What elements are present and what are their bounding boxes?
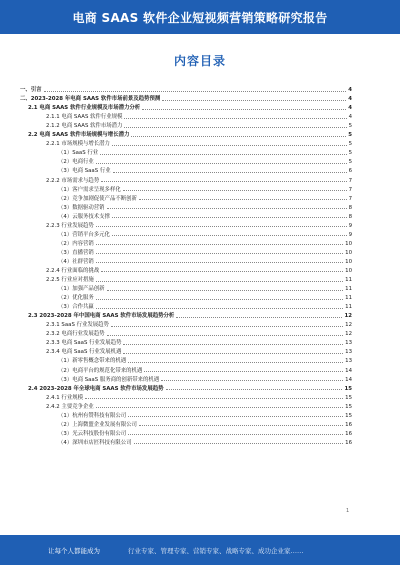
toc-entry-page: 13 (345, 358, 352, 365)
toc-entry-label: （4）社群营销 (58, 258, 94, 265)
toc-entry-label: 2.2.1 市场规模与增长潜力 (46, 141, 110, 148)
toc-entry[interactable] (20, 374, 352, 383)
toc-dot-leader (96, 163, 347, 164)
toc-entry-label: （4）深圳市店匠科技有限公司 (58, 439, 132, 446)
toc-entry[interactable] (20, 310, 352, 319)
toc-entry[interactable] (20, 410, 352, 419)
toc-entry-page: 5 (348, 159, 352, 166)
toc-entry-page: 10 (345, 267, 352, 274)
toc-dot-leader (112, 145, 347, 146)
toc-entry[interactable] (20, 292, 352, 301)
toc-dot-leader (107, 208, 347, 209)
toc-entry[interactable] (20, 346, 352, 355)
toc-dot-leader (123, 190, 347, 191)
toc-entry-page: 13 (345, 349, 352, 356)
toc-entry[interactable] (20, 392, 352, 401)
toc-dot-leader (139, 199, 347, 200)
toc-dot-leader (131, 136, 346, 137)
toc-entry-label: 2.4.2 主要竞争企业 (46, 403, 94, 410)
toc-entry-page: 4 (348, 114, 352, 121)
toc-entry-label: 2.1 电商 SAAS 软件行业规模及市场潜力分析 (28, 105, 141, 112)
footer-bar (0, 535, 400, 565)
toc-entry[interactable] (20, 102, 352, 111)
toc-heading: 内容目录 (173, 54, 226, 68)
toc-entry-page: 7 (348, 186, 352, 193)
toc-entry-label: 2.2 电商 SAAS 软件市场规模与增长潜力 (28, 132, 130, 139)
toc-entry[interactable] (20, 383, 352, 392)
toc-entry-page: 14 (345, 367, 352, 374)
toc-entry[interactable] (20, 401, 352, 410)
toc-entry-label: 2.3.1 SaaS 行业发展趋势 (46, 322, 109, 329)
toc-entry[interactable] (20, 328, 352, 337)
toc-entry-label: 2.1.1 电商 SAAS 软件行业规模 (46, 114, 123, 121)
toc-entry-page: 15 (345, 403, 352, 410)
toc-dot-leader (96, 226, 347, 227)
toc-entry-page: 7 (348, 177, 352, 184)
toc-dot-leader (107, 290, 344, 291)
toc-entry-page: 5 (348, 123, 352, 130)
toc-entry-page: 11 (345, 286, 352, 293)
toc-entry-label: 2.4 2023-2028 年全球电商 SAAS 软件市场发展趋势 (28, 385, 164, 392)
toc-entry-page: 11 (345, 277, 352, 284)
toc-dot-leader (128, 434, 343, 435)
toc-entry-page: 6 (348, 168, 352, 175)
toc-entry[interactable] (20, 238, 352, 247)
toc-dot-leader (96, 244, 343, 245)
toc-dot-leader (124, 127, 346, 128)
toc-entry-page: 12 (344, 313, 352, 320)
toc-entry[interactable] (20, 111, 352, 120)
toc-entry[interactable] (20, 120, 352, 129)
toc-dot-leader (166, 389, 343, 390)
toc-entry-label: （2）上海微盟企业发展有限公司 (58, 421, 137, 428)
toc-entry[interactable] (20, 419, 352, 428)
toc-entry-page: 9 (348, 222, 352, 229)
table-of-contents (20, 84, 352, 446)
toc-entry-page: 9 (348, 231, 352, 238)
toc-entry-label: （1）加强产品创新 (58, 286, 105, 293)
toc-entry-page: 16 (345, 439, 352, 446)
toc-entry-page: 4 (348, 87, 352, 94)
toc-entry-page: 12 (345, 322, 352, 329)
toc-entry[interactable] (20, 229, 352, 238)
toc-entry-page: 10 (345, 240, 352, 247)
toc-entry[interactable] (20, 193, 352, 202)
toc-entry-page: 16 (345, 421, 352, 428)
toc-entry-label: （3）数据驱动营销 (58, 204, 105, 211)
footer-slogan-left: 让每个人都能成为 (48, 546, 100, 555)
toc-entry-label: （2）竞争加剧促使产品不断创新 (58, 195, 137, 202)
toc-entry[interactable] (20, 283, 352, 292)
toc-entry-label: 2.3.2 电商行业发展趋势 (46, 331, 105, 338)
toc-entry[interactable] (20, 129, 352, 138)
toc-dot-leader (162, 100, 346, 101)
toc-entry-page: 14 (345, 376, 352, 383)
toc-entry[interactable] (20, 256, 352, 265)
toc-dot-leader (96, 281, 343, 282)
toc-entry[interactable] (20, 247, 352, 256)
toc-dot-leader (96, 407, 343, 408)
toc-entry-label: 2.1.2 电商 SAAS 软件市场潜力 (46, 123, 123, 130)
toc-dot-leader (124, 118, 346, 119)
toc-dot-leader (96, 299, 343, 300)
toc-entry[interactable] (20, 174, 352, 183)
toc-entry-label: （3）直播营销 (58, 249, 94, 256)
toc-entry-page: 5 (348, 132, 352, 139)
toc-dot-leader (107, 335, 344, 336)
toc-entry[interactable] (20, 156, 352, 165)
toc-dot-leader (139, 425, 343, 426)
toc-entry-label: （2）电商行业 (58, 159, 94, 166)
toc-entry[interactable] (20, 319, 352, 328)
toc-dot-leader (123, 344, 343, 345)
toc-entry-page: 8 (348, 204, 352, 211)
toc-dot-leader (142, 109, 346, 110)
toc-entry-label: （2）优化服务 (58, 295, 94, 302)
toc-dot-leader (100, 154, 346, 155)
toc-entry-label: 2.2.5 行业应对措施 (46, 277, 94, 284)
toc-entry-page: 10 (345, 258, 352, 265)
toc-entry-page: 12 (345, 331, 352, 338)
toc-dot-leader (134, 443, 344, 444)
toc-entry-label: （1）杭州有赞科技有限公司 (58, 412, 127, 419)
toc-entry-page: 15 (345, 394, 352, 401)
toc-entry-label: （4）云服务技术支撑 (58, 213, 110, 220)
toc-entry-page: 11 (345, 304, 352, 311)
toc-entry-label: （3）合作共赢 (58, 304, 94, 311)
toc-dot-leader (96, 308, 343, 309)
toc-entry[interactable] (20, 138, 352, 147)
toc-entry-page: 4 (348, 105, 352, 112)
toc-entry[interactable] (20, 274, 352, 283)
toc-entry-page: 13 (345, 340, 352, 347)
toc-entry[interactable] (20, 437, 352, 446)
toc-dot-leader (85, 398, 343, 399)
toc-entry[interactable] (20, 184, 352, 193)
toc-entry[interactable] (20, 202, 352, 211)
toc-dot-leader (101, 181, 346, 182)
toc-entry-label: （2）电商平台的规范化带来的机遇 (58, 367, 143, 374)
toc-dot-leader (101, 271, 343, 272)
toc-entry[interactable] (20, 220, 352, 229)
toc-entry-page: 16 (345, 430, 352, 437)
toc-entry-label: 二、2023-2028 年电商 SAAS 软件市场前景及趋势预测 (20, 96, 161, 103)
toc-entry-label: 一、引言 (20, 87, 42, 94)
toc-entry-label: 2.3.4 电商 SaaS 行业发展机遇 (46, 349, 122, 356)
toc-dot-leader (144, 371, 343, 372)
toc-entry[interactable] (20, 211, 352, 220)
footer-slogan-right: 行业专家、管理专家、营销专家、战略专家、成功企业家…… (128, 546, 304, 555)
toc-entry-page: 10 (345, 249, 352, 256)
toc-entry[interactable] (20, 93, 352, 102)
toc-entry-label: （3）电商 SaaS 服务商的创新带来的机遇 (58, 376, 160, 383)
header-bar (0, 0, 400, 34)
page-number: 1 (346, 508, 350, 514)
toc-entry[interactable] (20, 428, 352, 437)
toc-dot-leader (96, 253, 343, 254)
toc-entry-page: 8 (348, 213, 352, 220)
toc-entry-label: （3）光云科技股份有限公司 (58, 430, 127, 437)
toc-entry-label: 2.2.2 市场需求与趋势 (46, 177, 100, 184)
toc-entry[interactable] (20, 355, 352, 364)
toc-entry-page: 15 (345, 412, 352, 419)
toc-entry-label: 2.3.3 电商 SaaS 行业发展趋势 (46, 340, 122, 347)
toc-dot-leader (112, 235, 347, 236)
toc-entry-page: 15 (344, 385, 352, 392)
toc-dot-leader (113, 172, 347, 173)
toc-dot-leader (161, 380, 343, 381)
toc-dot-leader (176, 317, 342, 318)
toc-entry-page: 11 (345, 295, 352, 302)
toc-entry[interactable] (20, 84, 352, 93)
toc-dot-leader (128, 416, 343, 417)
toc-dot-leader (44, 91, 347, 92)
toc-entry-label: （1）营销平台多元化 (58, 231, 110, 238)
toc-entry[interactable] (20, 364, 352, 373)
report-title: 电商 SAAS 软件企业短视频营销策略研究报告 (72, 10, 328, 25)
toc-dot-leader (123, 353, 343, 354)
toc-entry-label: （1）客户需求呈现多样化 (58, 186, 121, 193)
toc-entry-label: （3）电商 SaaS 行业 (58, 168, 111, 175)
toc-entry-label: 2.4.1 行业规模 (46, 394, 83, 401)
toc-entry[interactable] (20, 147, 352, 156)
toc-entry-page: 5 (348, 150, 352, 157)
toc-entry-page: 7 (348, 195, 352, 202)
toc-entry[interactable] (20, 337, 352, 346)
toc-entry-label: （1）新零售概念带来的机遇 (58, 358, 127, 365)
toc-entry-label: （1）SaaS 行业 (58, 150, 99, 157)
toc-entry[interactable] (20, 165, 352, 174)
toc-dot-leader (112, 217, 347, 218)
toc-entry-page: 4 (348, 96, 352, 103)
toc-entry-label: 2.2.3 行业发展趋势 (46, 222, 94, 229)
toc-dot-leader (111, 326, 343, 327)
toc-entry[interactable] (20, 265, 352, 274)
toc-dot-leader (128, 362, 343, 363)
toc-entry-label: 2.3 2023-2028 年中国电商 SAAS 软件市场发展趋势分析 (28, 313, 175, 320)
toc-entry-label: 2.2.4 行业面临的挑战 (46, 267, 100, 274)
toc-dot-leader (96, 262, 343, 263)
toc-entry[interactable] (20, 301, 352, 310)
toc-entry-label: （2）内容营销 (58, 240, 94, 247)
toc-entry-page: 5 (348, 141, 352, 148)
